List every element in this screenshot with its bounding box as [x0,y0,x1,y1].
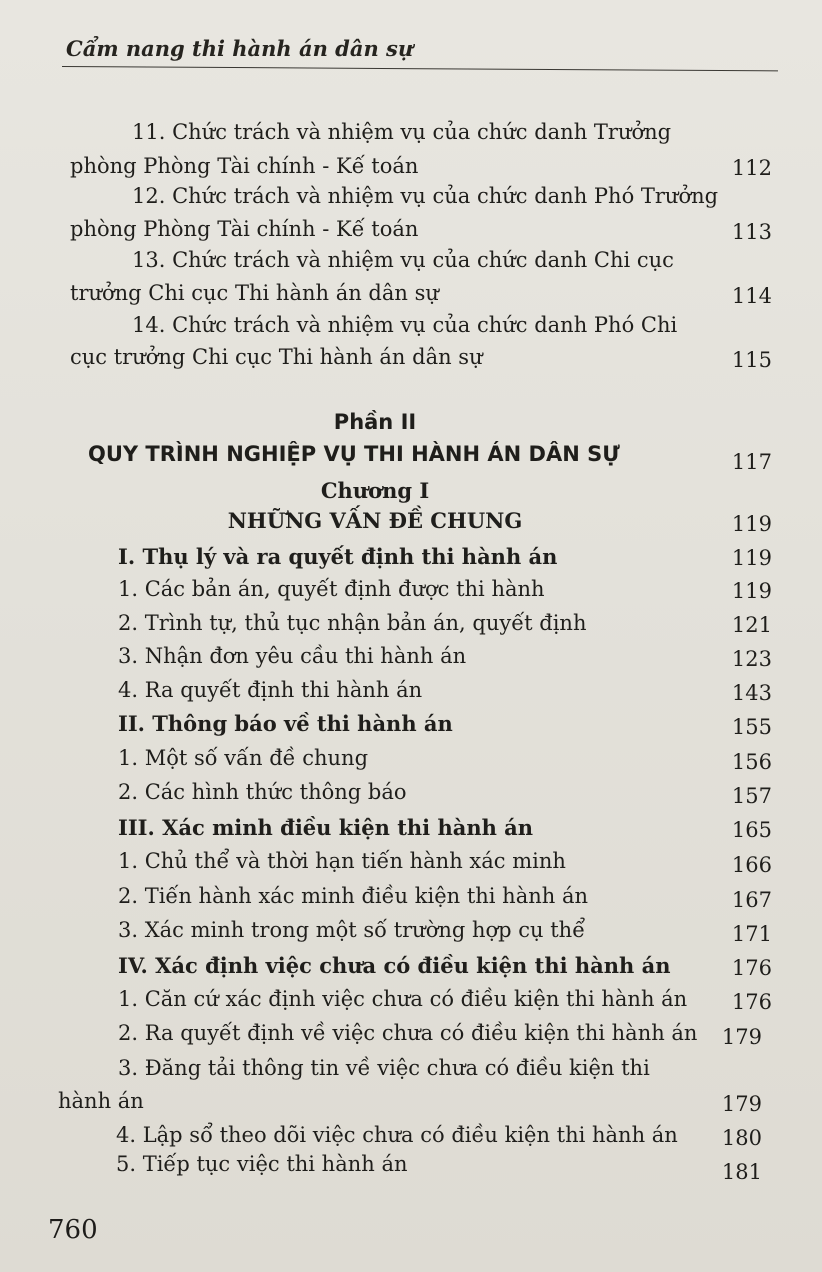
section-4-item-3-line2: hành án [58,1089,144,1113]
toc-entry-13-page: 114 [731,284,772,308]
section-2-item-2: 2. Các hình thức thông báo [118,780,407,804]
section-1: I. Thụ lý và ra quyết định thi hành án [118,544,558,569]
toc-entry-11-line2: phòng Phòng Tài chính - Kế toán [70,154,419,178]
section-2-item-1: 1. Một số vấn đề chung [118,746,369,770]
section-1-item-4-page: 143 [731,681,772,705]
toc-entry-12-line1: 12. Chức trách và nhiệm vụ của chức danh Phó Trưởng [132,184,719,208]
part-page: 117 [731,450,772,474]
section-3-page: 165 [731,818,772,842]
section-1-item-2-page: 121 [731,613,772,637]
section-4-item-2-page: 179 [721,1025,762,1049]
section-2: II. Thông báo về thi hành án [118,711,453,736]
section-4-item-3-line1: 3. Đăng tải thông tin về việc chưa có điều kiện thi [118,1056,650,1080]
section-3-item-1-page: 166 [731,853,772,877]
chapter-label: Chương I [320,478,430,503]
page-number: 760 [48,1215,98,1245]
section-1-page: 119 [731,546,772,570]
section-1-item-3: 3. Nhận đơn yêu cầu thi hành án [118,644,467,668]
chapter-title: NHỮNG VẤN ĐỀ CHUNG [227,508,523,533]
section-3-item-3: 3. Xác minh trong một số trường hợp cụ thể [118,918,586,942]
part-title: QUY TRÌNH NGHIỆP VỤ THI HÀNH ÁN DÂN SỰ [88,442,620,466]
section-4-item-4: 4. Lập sổ theo dõi việc chưa có điều kiện thi hành án [116,1123,678,1147]
toc-entry-12-line2: phòng Phòng Tài chính - Kế toán [70,217,419,241]
section-4-item-5: 5. Tiếp tục việc thi hành án [116,1152,408,1176]
toc-entry-14-line2: cục trưởng Chi cục Thi hành án dân sự [70,345,483,369]
section-2-item-1-page: 156 [731,750,772,774]
section-3-item-1: 1. Chủ thể và thời hạn tiến hành xác minh [118,849,566,873]
part-label: Phần II [333,410,417,434]
toc-entry-13-line2: trưởng Chi cục Thi hành án dân sự [70,281,439,305]
running-header: Cẩm nang thi hành án dân sự [66,36,414,61]
section-4-item-1: 1. Căn cứ xác định việc chưa có điều kiện thi hành án [118,987,688,1011]
section-1-item-4: 4. Ra quyết định thi hành án [118,678,423,702]
toc-entry-11-page: 112 [731,156,772,180]
section-2-page: 155 [731,715,772,739]
header-rule [62,66,778,71]
section-1-item-3-page: 123 [731,647,772,671]
section-1-item-1: 1. Các bản án, quyết định được thi hành [118,577,545,601]
section-4-item-2: 2. Ra quyết định về việc chưa có điều kiện thi hành án [118,1021,698,1045]
chapter-page: 119 [731,512,772,536]
toc-entry-12-page: 113 [731,220,772,244]
toc-entry-13-line1: 13. Chức trách và nhiệm vụ của chức danh Chi cục [132,248,674,272]
section-1-item-1-page: 119 [731,579,772,603]
toc-entry-11-line1: 11. Chức trách và nhiệm vụ của chức danh Trưởng [132,120,672,144]
toc-entry-14-line1: 14. Chức trách và nhiệm vụ của chức danh Phó Chi [132,313,678,337]
section-3-item-2: 2. Tiến hành xác minh điều kiện thi hành án [118,884,588,908]
section-3-item-2-page: 167 [731,888,772,912]
section-4-item-4-page: 180 [721,1126,762,1150]
section-4-item-1-page: 176 [731,990,772,1014]
toc-entry-14-page: 115 [731,348,772,372]
section-4-page: 176 [731,956,772,980]
section-3: III. Xác minh điều kiện thi hành án [118,815,534,840]
section-4-item-3-page: 179 [721,1092,762,1116]
section-3-item-3-page: 171 [731,922,772,946]
section-4-item-5-page: 181 [721,1160,762,1184]
section-1-item-2: 2. Trình tự, thủ tục nhận bản án, quyết định [118,611,587,635]
section-2-item-2-page: 157 [731,784,772,808]
section-4: IV. Xác định việc chưa có điều kiện thi hành án [118,953,671,978]
